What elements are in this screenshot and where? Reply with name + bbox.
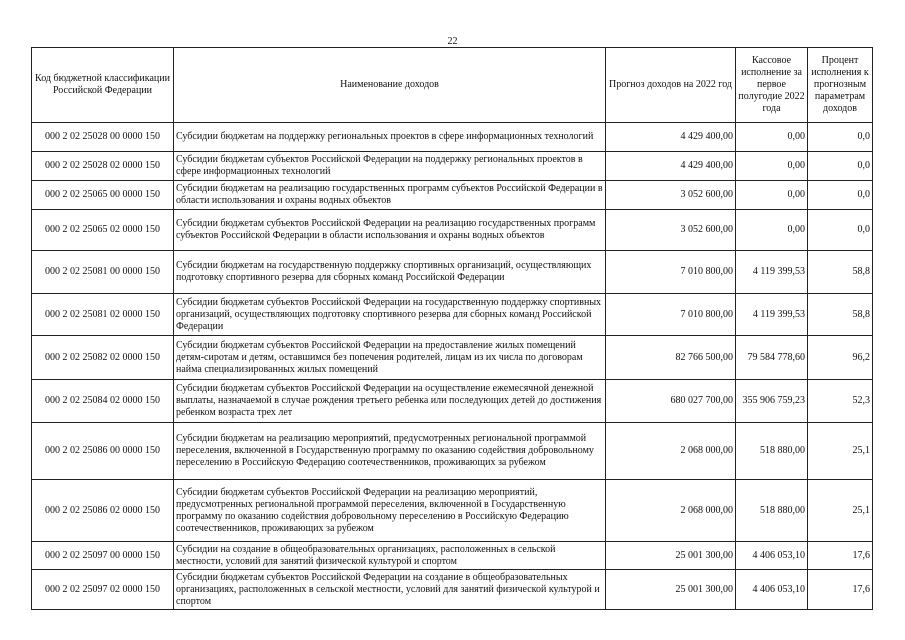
cell-percent: 0,0	[808, 181, 873, 210]
cell-code: 000 2 02 25084 02 0000 150	[32, 380, 174, 423]
header-executed: Кассовое исполнение за первое полугодие 2022 года	[736, 48, 808, 123]
cell-forecast: 2 068 000,00	[606, 480, 736, 542]
table-row	[32, 336, 873, 380]
cell-code: 000 2 02 25065 02 0000 150	[32, 210, 174, 251]
cell-forecast: 2 068 000,00	[606, 423, 736, 480]
cell-executed: 0,00	[736, 152, 808, 181]
header-percent: Процент исполнения к прогнозным параметрам доходов	[808, 48, 873, 123]
cell-executed: 4 119 399,53	[736, 251, 808, 294]
cell-name: Субсидии бюджетам субъектов Российской Федерации на предоставление жилых помещений детям-сиротам и детям, оставшимся без попечения родителей, лицам из их числа по договорам найма специализированных жилых помещений	[174, 336, 606, 380]
cell-name: Субсидии бюджетам субъектов Российской Федерации на государственную поддержку спортивных организаций, осуществляющих подготовку спортивного резерва для сборных команд Российской Федерации	[174, 294, 606, 336]
cell-code: 000 2 02 25086 02 0000 150	[32, 480, 174, 542]
cell-name: Субсидии бюджетам субъектов Российской Федерации на поддержку региональных проектов в сфере информационных технологий	[174, 152, 606, 181]
table-row	[32, 181, 873, 210]
cell-forecast: 4 429 400,00	[606, 123, 736, 152]
cell-name: Субсидии бюджетам на реализацию государственных программ субъектов Российской Федерации в области использования и охраны водных объектов	[174, 181, 606, 210]
cell-percent: 0,0	[808, 152, 873, 181]
cell-code: 000 2 02 25028 00 0000 150	[32, 123, 174, 152]
cell-name: Субсидии бюджетам на реализацию мероприятий, предусмотренных региональной программой переселения, включенной в Государственную программу по оказанию содействия добровольному переселению в Российскую Федерацию соотечественников, проживающих за рубежом	[174, 423, 606, 480]
cell-percent: 25,1	[808, 480, 873, 542]
cell-executed: 518 880,00	[736, 480, 808, 542]
cell-forecast: 680 027 700,00	[606, 380, 736, 423]
table-row	[32, 123, 873, 152]
cell-code: 000 2 02 25097 00 0000 150	[32, 542, 174, 570]
cell-name: Субсидии бюджетам субъектов Российской Федерации на осуществление ежемесячной денежной выплаты, назначаемой в случае рождения третьего ребенка или последующих детей до достижения ребенком возраста трех лет	[174, 380, 606, 423]
cell-percent: 17,6	[808, 542, 873, 570]
cell-percent: 0,0	[808, 210, 873, 251]
table-row	[32, 152, 873, 181]
table-row	[32, 570, 873, 610]
cell-forecast: 4 429 400,00	[606, 152, 736, 181]
cell-code: 000 2 02 25082 02 0000 150	[32, 336, 174, 380]
cell-forecast: 7 010 800,00	[606, 294, 736, 336]
cell-name: Субсидии бюджетам субъектов Российской Федерации на реализацию мероприятий, предусмотренных региональной программой переселения, включенной в Государственную программу по оказанию содействия добровольному переселению в Российскую Федерацию соотечественников, проживающих за рубежом	[174, 480, 606, 542]
budget-revenue-table	[31, 47, 873, 610]
cell-name: Субсидии на создание в общеобразовательных организациях, расположенных в сельской местности, условий для занятий физической культурой и спортом	[174, 542, 606, 570]
cell-percent: 58,8	[808, 251, 873, 294]
table-row	[32, 542, 873, 570]
cell-code: 000 2 02 25081 00 0000 150	[32, 251, 174, 294]
page-number: 22	[447, 36, 458, 47]
cell-name: Субсидии бюджетам субъектов Российской Федерации на создание в общеобразовательных организациях, расположенных в сельской местности, условий для занятий физической культурой и спортом	[174, 570, 606, 610]
cell-percent: 52,3	[808, 380, 873, 423]
cell-percent: 96,2	[808, 336, 873, 380]
cell-percent: 58,8	[808, 294, 873, 336]
cell-executed: 4 119 399,53	[736, 294, 808, 336]
table-row	[32, 423, 873, 480]
header-name: Наименование доходов	[174, 48, 606, 123]
cell-percent: 17,6	[808, 570, 873, 610]
table-row	[32, 480, 873, 542]
cell-code: 000 2 02 25086 00 0000 150	[32, 423, 174, 480]
cell-executed: 355 906 759,23	[736, 380, 808, 423]
cell-executed: 79 584 778,60	[736, 336, 808, 380]
cell-name: Субсидии бюджетам на государственную поддержку спортивных организаций, осуществляющих подготовку спортивного резерва для сборных команд Российской Федерации	[174, 251, 606, 294]
cell-forecast: 3 052 600,00	[606, 210, 736, 251]
cell-code: 000 2 02 25097 02 0000 150	[32, 570, 174, 610]
table-row	[32, 294, 873, 336]
cell-forecast: 7 010 800,00	[606, 251, 736, 294]
cell-forecast: 3 052 600,00	[606, 181, 736, 210]
table-row	[32, 210, 873, 251]
cell-executed: 518 880,00	[736, 423, 808, 480]
cell-forecast: 25 001 300,00	[606, 542, 736, 570]
cell-name: Субсидии бюджетам на поддержку региональных проектов в сфере информационных технологий	[174, 123, 606, 152]
cell-executed: 0,00	[736, 210, 808, 251]
table-row	[32, 380, 873, 423]
cell-forecast: 25 001 300,00	[606, 570, 736, 610]
cell-percent: 0,0	[808, 123, 873, 152]
header-code: Код бюджетной классификации Российской Федерации	[32, 48, 174, 123]
cell-executed: 4 406 053,10	[736, 570, 808, 610]
header-forecast: Прогноз доходов на 2022 год	[606, 48, 736, 123]
cell-code: 000 2 02 25081 02 0000 150	[32, 294, 174, 336]
cell-executed: 0,00	[736, 181, 808, 210]
cell-percent: 25,1	[808, 423, 873, 480]
cell-code: 000 2 02 25028 02 0000 150	[32, 152, 174, 181]
cell-name: Субсидии бюджетам субъектов Российской Федерации на реализацию государственных программ субъектов Российской Федерации в области использования и охраны водных объектов	[174, 210, 606, 251]
table-row	[32, 251, 873, 294]
cell-forecast: 82 766 500,00	[606, 336, 736, 380]
cell-executed: 0,00	[736, 123, 808, 152]
cell-executed: 4 406 053,10	[736, 542, 808, 570]
cell-code: 000 2 02 25065 00 0000 150	[32, 181, 174, 210]
table-header-row	[32, 48, 873, 123]
